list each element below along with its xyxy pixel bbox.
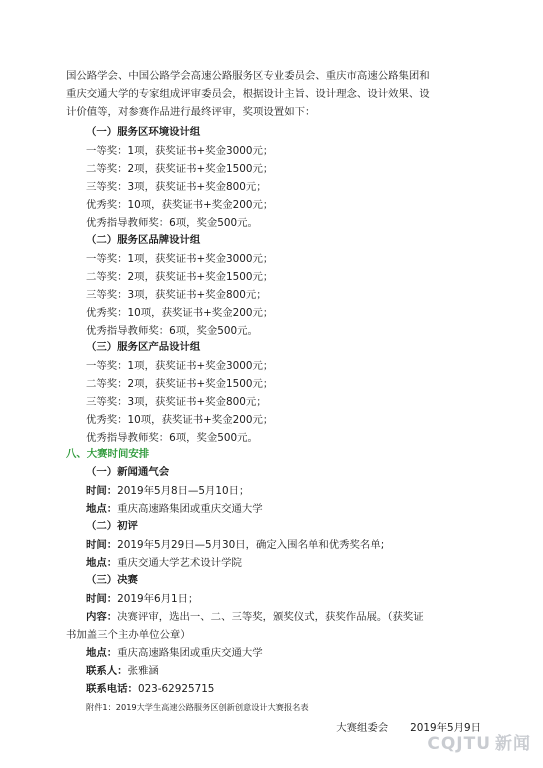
award-line: 一等奖：1项，获奖证书+奖金3000元； bbox=[86, 360, 274, 372]
award-line: 一等奖：1项，获奖证书+奖金3000元； bbox=[86, 253, 274, 265]
schedule-place bbox=[86, 501, 263, 519]
place-label: 地点： bbox=[86, 647, 118, 659]
group-title: （一）服务区环境设计组 bbox=[86, 126, 201, 138]
award-line: 优秀指导教师奖：6项，奖金500元。 bbox=[86, 432, 258, 444]
schedule-time bbox=[86, 591, 198, 609]
contact-label: 联系人： bbox=[86, 665, 128, 677]
place-label: 地点： bbox=[86, 503, 118, 515]
content-continuation: 书加盖三个主办单位公章） bbox=[66, 629, 191, 641]
schedule-place bbox=[86, 555, 242, 573]
schedule-subtitle: （三）决赛 bbox=[86, 574, 138, 586]
award-line: 优秀奖：10项，获奖证书+奖金200元； bbox=[86, 414, 274, 426]
phone-label: 联系电话： bbox=[86, 683, 138, 695]
contact-person bbox=[86, 663, 159, 681]
section-heading: 八、大赛时间安排 bbox=[66, 448, 150, 460]
contact-value: 张雅涵 bbox=[127, 665, 159, 677]
place-label: 地点： bbox=[86, 557, 118, 569]
watermark-brand: CQJTU bbox=[427, 734, 491, 754]
group-title: （三）服务区产品设计组 bbox=[86, 341, 201, 353]
intro-line: 重庆交通大学的专家组成评审委员会，根据设计主旨、设计理念、设计效果、设 bbox=[66, 88, 430, 100]
schedule-place bbox=[86, 645, 263, 663]
time-label: 时间： bbox=[86, 593, 118, 605]
award-line: 二等奖：2项，获奖证书+奖金1500元； bbox=[86, 378, 274, 390]
award-line: 三等奖：3项，获奖证书+奖金800元； bbox=[86, 181, 267, 193]
watermark-label: 新闻 bbox=[495, 734, 531, 754]
place-value: 重庆高速路集团或重庆交通大学 bbox=[117, 647, 263, 659]
award-line: 优秀奖：10项，获奖证书+奖金200元； bbox=[86, 307, 274, 319]
place-value: 重庆交通大学艺术设计学院 bbox=[117, 557, 242, 569]
signature-org: 大赛组委会 bbox=[336, 722, 389, 734]
schedule-content bbox=[86, 609, 424, 627]
content-label: 内容： bbox=[86, 611, 118, 623]
group-title: （二）服务区品牌设计组 bbox=[86, 234, 201, 246]
time-value: 2019年5月29日—5月30日，确定入围名单和优秀奖名单; bbox=[117, 539, 385, 551]
intro-line: 国公路学会、中国公路学会高速公路服务区专业委员会、重庆市高速公路集团和 bbox=[66, 70, 430, 82]
award-line: 三等奖：3项，获奖证书+奖金800元； bbox=[86, 289, 267, 301]
attachment-note: 附件1：2019大学生高速公路服务区创新创意设计大赛报名表 bbox=[86, 702, 309, 712]
award-line: 二等奖：2项，获奖证书+奖金1500元； bbox=[86, 163, 274, 175]
award-line: 优秀奖：10项，获奖证书+奖金200元； bbox=[86, 199, 274, 211]
intro-line: 计价值等，对参赛作品进行最终评审，奖项设置如下： bbox=[66, 106, 316, 118]
schedule-subtitle: （二）初评 bbox=[86, 520, 138, 532]
schedule-time bbox=[86, 483, 249, 501]
time-label: 时间： bbox=[86, 485, 118, 497]
award-line: 一等奖：1项，获奖证书+奖金3000元； bbox=[86, 145, 274, 157]
time-value: 2019年5月8日—5月10日； bbox=[117, 485, 250, 497]
place-value: 重庆高速路集团或重庆交通大学 bbox=[117, 503, 263, 515]
award-line: 三等奖：3项，获奖证书+奖金800元； bbox=[86, 396, 267, 408]
award-line: 二等奖：2项，获奖证书+奖金1500元； bbox=[86, 271, 274, 283]
award-line: 优秀指导教师奖：6项，奖金500元。 bbox=[86, 217, 258, 229]
contact-phone bbox=[86, 681, 214, 699]
watermark bbox=[427, 729, 531, 754]
schedule-subtitle: （一）新闻通气会 bbox=[86, 466, 170, 478]
content-value: 决赛评审，选出一、二、三等奖，颁奖仪式，获奖作品展。（获奖证 bbox=[117, 611, 424, 623]
schedule-time bbox=[86, 537, 384, 555]
time-value: 2019年6月1日； bbox=[117, 593, 199, 605]
award-line: 优秀指导教师奖：6项，奖金500元。 bbox=[86, 325, 258, 337]
signature-date: 2019年5月9日 bbox=[410, 722, 481, 734]
time-label: 时间： bbox=[86, 539, 118, 551]
phone-value: 023-62925715 bbox=[137, 683, 215, 695]
